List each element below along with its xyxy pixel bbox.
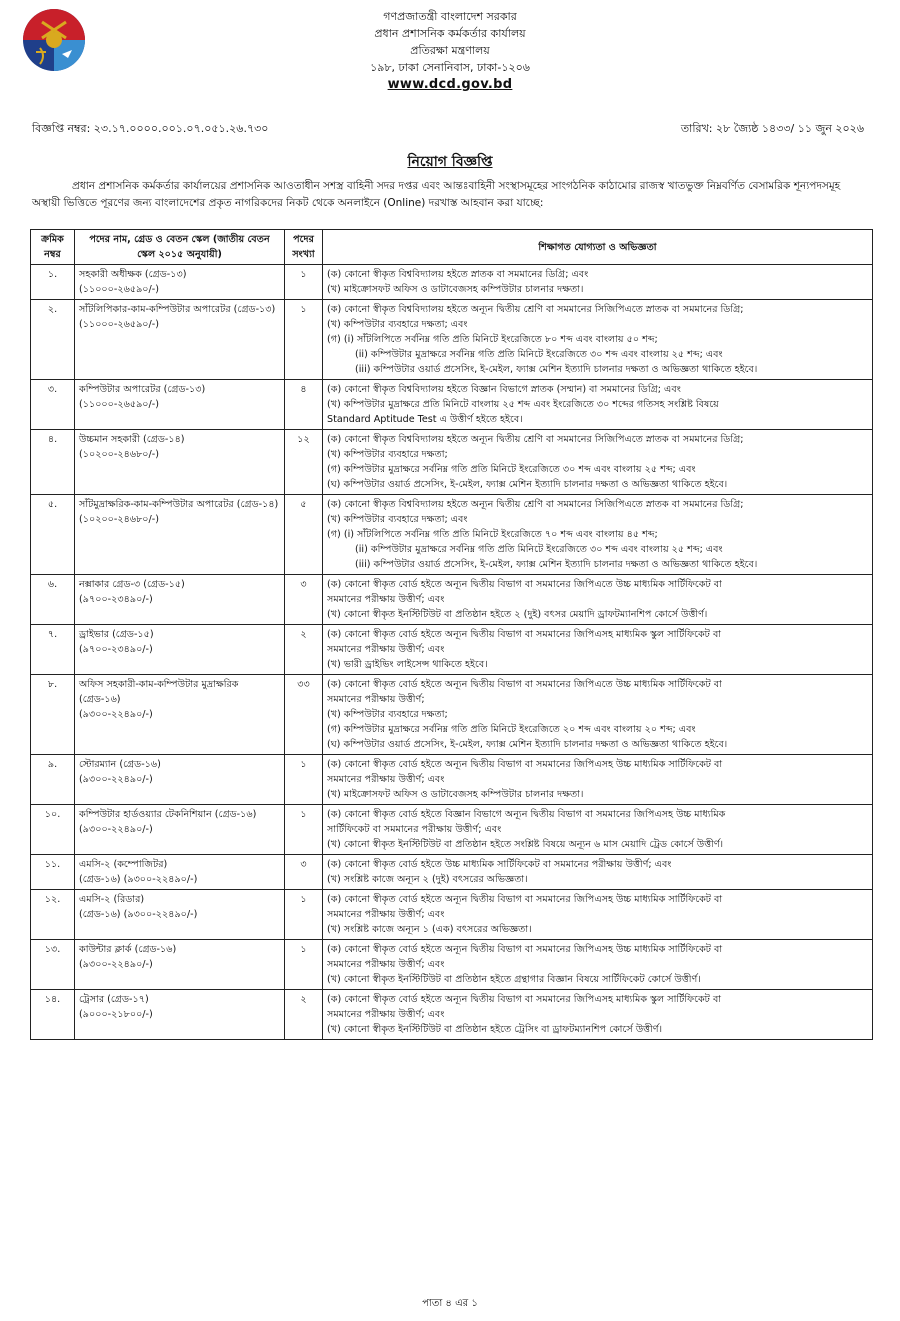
post-name: নক্সাকার গ্রেড-৩ (গ্রেড-১৫) <box>79 579 185 590</box>
table-row <box>31 265 873 300</box>
row-post <box>75 755 285 805</box>
qualification-line: (ক) কোনো স্বীকৃত বিশ্ববিদ্যালয় হইতে স্নাতক বা সমমানের ডিগ্রি; এবং <box>327 269 589 280</box>
row-qualification <box>323 805 873 855</box>
qualification-line: (ক) কোনো স্বীকৃত বোর্ড হইতে অন্যূন দ্বিতীয় বিভাগ বা সমমানের জিপিএসহ মাধ্যমিক স্কুল সার্টিফিকেট বা <box>327 994 722 1005</box>
row-qualification <box>323 265 873 300</box>
qualification-line: (খ) সংশ্লিষ্ট কাজে অন্যূন ২ (দুই) বৎসরের অভিজ্ঞতা। <box>327 874 528 885</box>
row-post-count: ২ <box>285 990 323 1040</box>
row-post <box>75 575 285 625</box>
qualification-line: (খ) কোনো স্বীকৃত ইনস্টিটিউট বা প্রতিষ্ঠান হইতে ট্রেসিং বা ড্রাফটম্যানশিপ কোর্সে উত্তীর্ণ। <box>327 1024 663 1035</box>
row-post-count: ৪ <box>285 380 323 430</box>
post-name: কাউন্টার ক্লার্ক (গ্রেড-১৬) <box>79 944 177 955</box>
row-post <box>75 430 285 495</box>
qualification-line: (iii) কম্পিউটার ওয়ার্ড প্রসেসিং, ই-মেইল, ফ্যাক্স মেশিন ইত্যাদি চালনার দক্ষতা ও অভিজ্ঞতা থাকিতে হইবে। <box>355 559 758 570</box>
post-name: স্টোরম্যান (গ্রেড-১৬) <box>79 759 161 770</box>
pay-scale: (১১০০০-২৬৫৯০/-) <box>79 284 159 295</box>
pay-scale: (৯৩০০-২২৪৯০/-) <box>79 959 153 970</box>
qualification-line: সমমানের পরীক্ষায় উত্তীর্ণ; <box>327 694 425 705</box>
qualification-line: (ক) কোনো স্বীকৃত বোর্ড হইতে অন্যূন দ্বিতীয় বিভাগ বা সমমানের জিপিএসহ উচ্চ মাধ্যমিক সার্টিফিকেট বা <box>327 759 723 770</box>
qualification-line: সমমানের পরীক্ষায় উত্তীর্ণ; এবং <box>327 1009 445 1020</box>
page-title-text: নিয়োগ বিজ্ঞপ্তি <box>407 154 493 170</box>
qualification-line: (ক) কোনো স্বীকৃত বিশ্ববিদ্যালয় হইতে অন্যূন দ্বিতীয় শ্রেণি বা সমমানের সিজিপিএতে স্নাতক বা সমমানের ডিগ্রি; <box>327 434 744 445</box>
row-serial: ৪. <box>31 430 75 495</box>
row-qualification <box>323 675 873 755</box>
header-ministry: প্রতিরক্ষা মন্ত্রণালয় <box>410 44 490 57</box>
header-office: প্রধান প্রশাসনিক কর্মকর্তার কার্যালয় <box>374 27 526 40</box>
row-serial: ১২. <box>31 890 75 940</box>
qualification-line: (খ) কোনো স্বীকৃত ইনস্টিটিউট বা প্রতিষ্ঠান হইতে গ্রন্থাগার বিজ্ঞান বিষয়ে সার্টিফিকেট কোর্সে উত্তীর্ণ। <box>327 974 701 985</box>
post-name: সাঁটলিপিকার-কাম-কম্পিউটার অপারেটর (গ্রেড-১৩) <box>79 304 276 315</box>
table-row <box>31 625 873 675</box>
pay-scale: (১১০০০-২৬৫৯০/-) <box>79 319 159 330</box>
row-qualification <box>323 380 873 430</box>
qualification-line: (খ) ভারী ড্রাইভিং লাইসেন্স থাকিতে হইবে। <box>327 659 488 670</box>
qualification-line: (খ) সংশ্লিষ্ট কাজে অন্যূন ১ (এক) বৎসরের অভিজ্ঞতা। <box>327 924 532 935</box>
qualification-line: (গ) কম্পিউটার মুদ্রাক্ষরে সর্বনিম্ন গতি প্রতি মিনিটে ইংরেজিতে ৩০ শব্দ এবং বাংলায় ২৫ শব্দ; এবং <box>327 464 696 475</box>
qualification-line: (খ) কম্পিউটার ব্যবহারে দক্ষতা; <box>327 709 448 720</box>
row-serial: ১০. <box>31 805 75 855</box>
qualification-line: (খ) কম্পিউটার ব্যবহারে দক্ষতা; এবং <box>327 319 468 330</box>
pay-scale: (৯৩০০-২২৪৯০/-) <box>79 774 153 785</box>
qualification-line: (খ) কম্পিউটার ব্যবহারে দক্ষতা; <box>327 449 448 460</box>
qualification-line: (খ) মাইক্রোসফট অফিস ও ডাটাবেজসহ কম্পিউটার চালনার দক্ষতা। <box>327 789 584 800</box>
qualification-line: সমমানের পরীক্ষায় উত্তীর্ণ; এবং <box>327 774 445 785</box>
post-name: এমসি-২ (কম্পোজিটর) <box>79 859 168 870</box>
qualification-line: (ক) কোনো স্বীকৃত বোর্ড হইতে উচ্চ মাধ্যমিক সার্টিফিকেট বা সমমানের পরীক্ষায় উত্তীর্ণ; এবং <box>327 859 672 870</box>
qualification-line: (ঘ) কম্পিউটার ওয়ার্ড প্রসেসিং, ই-মেইল, ফ্যাক্স মেশিন ইত্যাদি চালনার দক্ষতা ও অভিজ্ঞতা থাকিতে হইবে। <box>327 479 728 490</box>
row-post-count: ১ <box>285 265 323 300</box>
post-name: ট্রেসার (গ্রেড-১৭) <box>79 994 149 1005</box>
qualification-line: (ক) কোনো স্বীকৃত বোর্ড হইতে অন্যূন দ্বিতীয় বিভাগ বা সমমানের জিপিএতে উচ্চ মাধ্যমিক সার্টিফিকেট বা <box>327 679 722 690</box>
qualification-line: (ii) কম্পিউটার মুদ্রাক্ষরে সর্বনিম্ন গতি প্রতি মিনিটে ইংরেজিতে ৩০ শব্দ এবং বাংলায় ২৫ শব্দ; এবং <box>355 544 723 555</box>
qualification-line: (খ) কোনো স্বীকৃত ইনস্টিটিউট বা প্রতিষ্ঠান হইতে ২ (দুই) বৎসর মেয়াদি ড্রাফটম্যানশিপ কোর্সে উত্তীর্ণ। <box>327 609 708 620</box>
page-number: পাতা ৪ এর ১ <box>422 1298 478 1309</box>
table-row <box>31 990 873 1040</box>
row-post <box>75 990 285 1040</box>
qualification-line: সমমানের পরীক্ষায় উত্তীর্ণ; এবং <box>327 594 445 605</box>
pay-scale: (১০২০০-২৪৬৮০/-) <box>79 449 159 460</box>
qualification-line: (iii) কম্পিউটার ওয়ার্ড প্রসেসিং, ই-মেইল, ফ্যাক্স মেশিন ইত্যাদি চালনার দক্ষতা ও অভিজ্ঞতা থাকিতে হইবে। <box>355 364 758 375</box>
row-post <box>75 625 285 675</box>
col-qualification-header: শিক্ষাগত যোগ্যতা ও অভিজ্ঞতা <box>323 230 873 265</box>
row-qualification <box>323 625 873 675</box>
qualification-line: (ক) কোনো স্বীকৃত বোর্ড হইতে অন্যূন দ্বিতীয় বিভাগ বা সমমানের জিপিএসহ উচ্চ মাধ্যমিক সার্টিফিকেট বা <box>327 944 723 955</box>
row-post <box>75 380 285 430</box>
pay-scale: (৯৩০০-২২৪৯০/-) <box>79 709 153 720</box>
qualification-line: (গ) কম্পিউটার মুদ্রাক্ষরে সর্বনিম্ন গতি প্রতি মিনিটে ইংরেজিতে ২০ শব্দ এবং বাংলায় ২০ শব্দ; এবং <box>327 724 696 735</box>
qualification-line: (খ) কোনো স্বীকৃত ইনস্টিটিউট বা প্রতিষ্ঠান হইতে সংশ্লিষ্ট বিষয়ে অন্যূন ৬ মাস মেয়াদি ট্রেড কোর্সে উত্তীর্ণ। <box>327 839 724 850</box>
row-post-count: ১ <box>285 755 323 805</box>
pay-scale: (৯০০০-২১৮০০/-) <box>79 1009 153 1020</box>
qualification-line: (ঘ) কম্পিউটার ওয়ার্ড প্রসেসিং, ই-মেইল, ফ্যাক্স মেশিন ইত্যাদি চালনার দক্ষতা ও অভিজ্ঞতা থাকিতে হইবে। <box>327 739 728 750</box>
qualification-line: (ক) কোনো স্বীকৃত বোর্ড হইতে অন্যূন দ্বিতীয় বিভাগ বা সমমানের জিপিএসহ মাধ্যমিক স্কুল সার্টিফিকেট বা <box>327 629 722 640</box>
row-qualification <box>323 575 873 625</box>
row-serial: ১৩. <box>31 940 75 990</box>
row-serial: ২. <box>31 300 75 380</box>
header-govt: গণপ্রজাতন্ত্রী বাংলাদেশ সরকার <box>383 10 517 23</box>
qualification-line: (ক) কোনো স্বীকৃত বোর্ড হইতে অন্যূন দ্বিতীয় বিভাগ বা সমমানের জিপিএতে উচ্চ মাধ্যমিক সার্টিফিকেট বা <box>327 579 722 590</box>
row-qualification <box>323 940 873 990</box>
col-serial-header: ক্রমিক নম্বর <box>31 230 75 265</box>
row-post-count: ১ <box>285 805 323 855</box>
table-row <box>31 755 873 805</box>
armed-forces-emblem-icon <box>22 8 86 72</box>
col-post-header: পদের নাম, গ্রেড ও বেতন স্কেল (জাতীয় বেতন স্কেল ২০১৫ অনুযায়ী) <box>75 230 285 265</box>
qualification-line: সমমানের পরীক্ষায় উত্তীর্ণ; এবং <box>327 644 445 655</box>
table-header-row <box>31 230 873 265</box>
row-post <box>75 940 285 990</box>
row-serial: ১৪. <box>31 990 75 1040</box>
row-serial: ১. <box>31 265 75 300</box>
qualification-line: (ক) কোনো স্বীকৃত বিশ্ববিদ্যালয় হইতে অন্যূন দ্বিতীয় শ্রেণি বা সমমানের সিজিপিএতে স্নাতক বা সমমানের ডিগ্রি; <box>327 304 744 315</box>
qualification-line: (গ) (i) সাঁটলিপিতে সর্বনিম্ন গতি প্রতি মিনিটে ইংরেজিতে ৮০ শব্দ এবং বাংলায় ৫০ শব্দ; <box>327 334 658 345</box>
row-post-count: ১২ <box>285 430 323 495</box>
table-row <box>31 805 873 855</box>
table-row <box>31 380 873 430</box>
row-post-count: ৩ <box>285 855 323 890</box>
post-name: সাঁটমুদ্রাক্ষরিক-কাম-কম্পিউটার অপারেটর (গ্রেড-১৪) <box>79 499 279 510</box>
qualification-line: (খ) কম্পিউটার ব্যবহারে দক্ষতা; এবং <box>327 514 468 525</box>
table-row <box>31 855 873 890</box>
qualification-line: সমমানের পরীক্ষায় উত্তীর্ণ; এবং <box>327 959 445 970</box>
table-row <box>31 495 873 575</box>
qualification-line: (ক) কোনো স্বীকৃত বোর্ড হইতে অন্যূন দ্বিতীয় বিভাগ বা সমমানের জিপিএসহ উচ্চ মাধ্যমিক সার্টিফিকেট বা <box>327 894 723 905</box>
row-post <box>75 890 285 940</box>
qualification-line: (ii) কম্পিউটার মুদ্রাক্ষরে সর্বনিম্ন গতি প্রতি মিনিটে ইংরেজিতে ৩০ শব্দ এবং বাংলায় ২৫ শব্দ; এবং <box>355 349 723 360</box>
row-post-count: ১ <box>285 300 323 380</box>
qualification-line: (গ) (i) সাঁটলিপিতে সর্বনিম্ন গতি প্রতি মিনিটে ইংরেজিতে ৭০ শব্দ এবং বাংলায় ৪৫ শব্দ; <box>327 529 658 540</box>
table-row <box>31 430 873 495</box>
row-qualification <box>323 890 873 940</box>
row-qualification <box>323 855 873 890</box>
table-row <box>31 675 873 755</box>
row-serial: ৭. <box>31 625 75 675</box>
pay-scale: (৯৭০০-২৩৪৯০/-) <box>79 644 153 655</box>
row-serial: ৩. <box>31 380 75 430</box>
intro-paragraph: প্রধান প্রশাসনিক কর্মকর্তার কার্যালয়ের প্রশাসনিক আওতাধীন সশস্ত্র বাহিনী সদর দপ্তর এবং আন্তঃবাহিনী সংস্থাসমূহের সাংগঠনিক কাঠামোর রাজস্ব খাতভুক্ত নিম্নবর্ণিত বেসামরিক শূন্যপদসমূহ অস্থায়ী ভিত্তিতে পূরণের জন্য বাংলাদেশের প্রকৃত নাগরিকদের নিকট থেকে অনলাইনে (Online) দরখাস্ত আহবান করা যাচ্ছে: <box>32 180 841 209</box>
post-name: সহকারী অধীক্ষক (গ্রেড-১৩) <box>79 269 187 280</box>
qualification-line: (ক) কোনো স্বীকৃত বিশ্ববিদ্যালয় হইতে অন্যূন দ্বিতীয় শ্রেণি বা সমমানের সিজিপিএতে স্নাতক বা সমমানের ডিগ্রি; <box>327 499 744 510</box>
website-link[interactable]: www.dcd.gov.bd <box>387 77 513 92</box>
qualification-line: (ক) কোনো স্বীকৃত বিশ্ববিদ্যালয় হইতে বিজ্ঞান বিভাগে স্নাতক (সম্মান) বা সমমানের ডিগ্রি; এবং <box>327 384 681 395</box>
post-name: এমসি-২ (রিডার) <box>79 894 145 905</box>
row-post-count: ২ <box>285 625 323 675</box>
pay-scale: (৯৭০০-২৩৪৯০/-) <box>79 594 153 605</box>
row-serial: ১১. <box>31 855 75 890</box>
notice-date: তারিখ: ২৮ জ্যৈষ্ঠ ১৪৩৩/ ১১ জুন ২০২৬ <box>680 122 864 135</box>
post-name: অফিস সহকারী-কাম-কম্পিউটার মুদ্রাক্ষরিক (গ্রেড-১৬) <box>79 679 239 705</box>
row-post <box>75 495 285 575</box>
qualification-line: (ক) কোনো স্বীকৃত বোর্ড হইতে বিজ্ঞান বিভাগে অন্যূন দ্বিতীয় বিভাগ বা সমমানের জিপিএসহ উচ্চ মাধ্যমিক <box>327 809 726 820</box>
row-post-count: ১ <box>285 940 323 990</box>
post-name: কম্পিউটার হার্ডওয়্যার টেকনিশিয়ান (গ্রেড-১৬) (৯৩০০-২২৪৯০/-) <box>79 809 257 835</box>
row-serial: ৬. <box>31 575 75 625</box>
header-address: ১৯৮, ঢাকা সেনানিবাস, ঢাকা-১২০৬ <box>370 61 530 74</box>
qualification-line: (খ) কম্পিউটার মুদ্রাক্ষরে প্রতি মিনিটে বাংলায় ২৫ শব্দ এবং ইংরেজিতে ৩০ শব্দের গতিসহ সংশ্লিষ্ট বিষয়ে <box>327 399 719 410</box>
table-row <box>31 940 873 990</box>
row-qualification <box>323 755 873 805</box>
row-post-count: ৫ <box>285 495 323 575</box>
table-row <box>31 575 873 625</box>
row-post-count: ৩ <box>285 575 323 625</box>
row-serial: ৯. <box>31 755 75 805</box>
post-name: উচ্চমান সহকারী (গ্রেড-১৪) <box>79 434 185 445</box>
row-post-count: ৩৩ <box>285 675 323 755</box>
page-title <box>0 150 900 174</box>
pay-scale: (১১০০০-২৬৫৯০/-) <box>79 399 159 410</box>
pay-scale: (গ্রেড-১৬) (৯৩০০-২২৪৯০/-) <box>79 909 198 920</box>
row-post-count: ১ <box>285 890 323 940</box>
qualification-line: সমমানের পরীক্ষায় উত্তীর্ণ; এবং <box>327 909 445 920</box>
memo-number: বিজ্ঞপ্তি নম্বর: ২৩.১৭.০০০০.০০১.০৭.০৫১.২৬.৭৩০ <box>32 122 269 135</box>
qualification-line: (খ) মাইক্রোসফট অফিস ও ডাটাবেজসহ কম্পিউটার চালনার দক্ষতা। <box>327 284 584 295</box>
row-qualification <box>323 495 873 575</box>
office-header <box>230 8 670 93</box>
row-qualification <box>323 430 873 495</box>
row-serial: ৮. <box>31 675 75 755</box>
table-row <box>31 890 873 940</box>
row-qualification <box>323 990 873 1040</box>
table-row <box>31 300 873 380</box>
row-post <box>75 675 285 755</box>
col-count-header: পদের সংখ্যা <box>285 230 323 265</box>
row-serial: ৫. <box>31 495 75 575</box>
row-post <box>75 300 285 380</box>
row-post <box>75 265 285 300</box>
qualification-line: Standard Aptitude Test এ উত্তীর্ণ হইতে হইবে। <box>327 414 523 425</box>
post-name: কম্পিউটার অপারেটর (গ্রেড-১৩) <box>79 384 206 395</box>
row-post <box>75 805 285 855</box>
pay-scale: (গ্রেড-১৬) (৯৩০০-২২৪৯০/-) <box>79 874 198 885</box>
table-body <box>31 265 873 1040</box>
row-post <box>75 855 285 890</box>
vacancy-table <box>30 229 873 1040</box>
pay-scale: (১০২০০-২৪৬৮০/-) <box>79 514 159 525</box>
post-name: ড্রাইভার (গ্রেড-১৫) <box>79 629 154 640</box>
row-qualification <box>323 300 873 380</box>
qualification-line: সার্টিফিকেট বা সমমানের পরীক্ষায় উত্তীর্ণ; এবং <box>327 824 502 835</box>
